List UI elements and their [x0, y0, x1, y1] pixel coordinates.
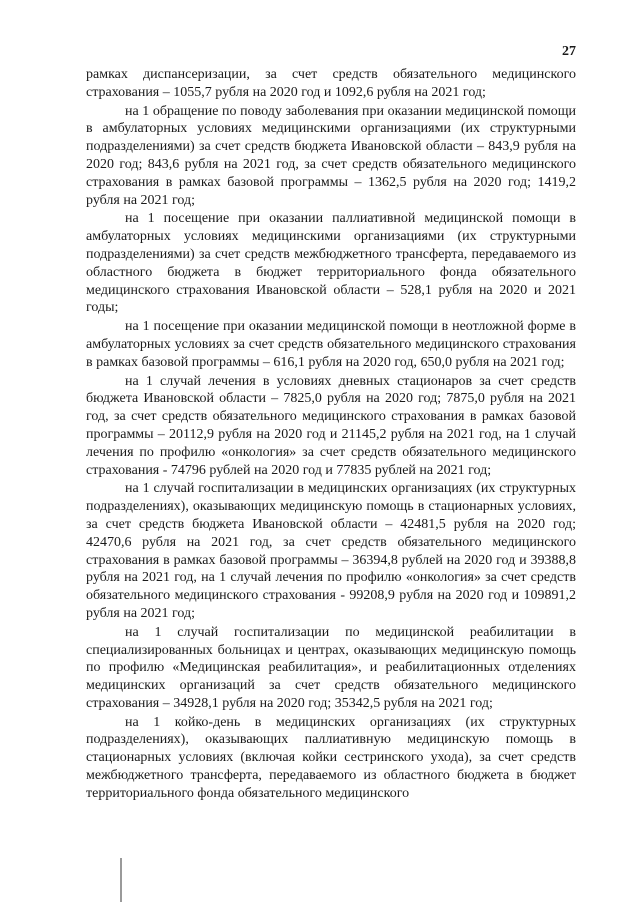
- document-body: [86, 66, 576, 803]
- paragraph: на 1 посещение при оказании паллиативной медицинской помощи в амбулаторных условиях медицинскими организациями (их структурными подразделениями) за счет средств межбюджетного трансферта, передаваемого из областного бюджета в бюджет территориального фонда обязательного медицинского страхования Ивановской области – 528,1 рубля на 2020 и 2021 годы;: [86, 211, 576, 316]
- paragraph: на 1 обращение по поводу заболевания при оказании медицинской помощи в амбулаторных условиях медицинскими организациями (их структурными подразделениями) за счет средств бюджета Ивановской области – 843,9 рубля на 2020 год; 843,6 рубля на 2021 год, за счет средств обязательного медицинского страхования в рамках базовой программы – 1362,5 рубля на 2020 год; 1419,2 рубля на 2021 год;: [86, 103, 576, 208]
- paragraph: на 1 посещение при оказании медицинской помощи в неотложной форме в амбулаторных условиях за счет средств обязательного медицинского страхования в рамках базовой программы – 616,1 рубля на 2020 год, 650,0 рубля на 2021 год;: [86, 319, 576, 370]
- paragraph: на 1 койко-день в медицинских организациях (их структурных подразделениях), оказывающих паллиативную медицинскую помощь в стационарных условиях (включая койки сестринского ухода), за счет средств межбюджетного трансферта, передаваемого из областного бюджета в бюджет территориального фонда обязательного медицинского: [86, 714, 576, 801]
- paragraph: на 1 случай госпитализации в медицинских организациях (их структурных подразделениях), оказывающих медицинскую помощь в стационарных условиях, за счет средств бюджета Ивановской области – 42481,5 рубля на 2020 год; 42470,6 рубля на 2021 год, за счет средств обязательного медицинского страхования в рамках базовой программы – 36394,8 рублей на 2020 год и 39388,8 рубля на 2021 год, на 1 случай лечения по профилю «онкология» за счет средств обязательного медицинского страхования - 99208,9 рубля на 2020 год и 109891,2 рубля на 2021 год;: [86, 481, 576, 621]
- page-number: 27: [562, 44, 576, 59]
- scan-artifact-line: [120, 858, 122, 902]
- paragraph: на 1 случай лечения в условиях дневных стационаров за счет средств бюджета Ивановской области – 7825,0 рубля на 2020 год; 7875,0 рубля на 2021 год, за счет средств обязательного медицинского страхования в рамках базовой программы – 20112,9 рубля на 2020 год и 21145,2 рубля на 2021 год, на 1 случай лечения по профилю «онкология» за счет средств обязательного медицинского страхования - 74796 рублей на 2020 год и 77835 рублей на 2021 год;: [86, 373, 576, 478]
- paragraph: на 1 случай госпитализации по медицинской реабилитации в специализированных больницах и центрах, оказывающих медицинскую помощь по профилю «Медицинская реабилитация», и реабилитационных отделениях медицинских организаций за счет средств обязательного медицинского страхования – 34928,1 рубля на 2020 год; 35342,5 рубля на 2021 год;: [86, 624, 576, 711]
- paragraph: рамках диспансеризации, за счет средств обязательного медицинского страхования – 1055,7 рубля на 2020 год и 1092,6 рубля на 2021 год;: [86, 67, 576, 100]
